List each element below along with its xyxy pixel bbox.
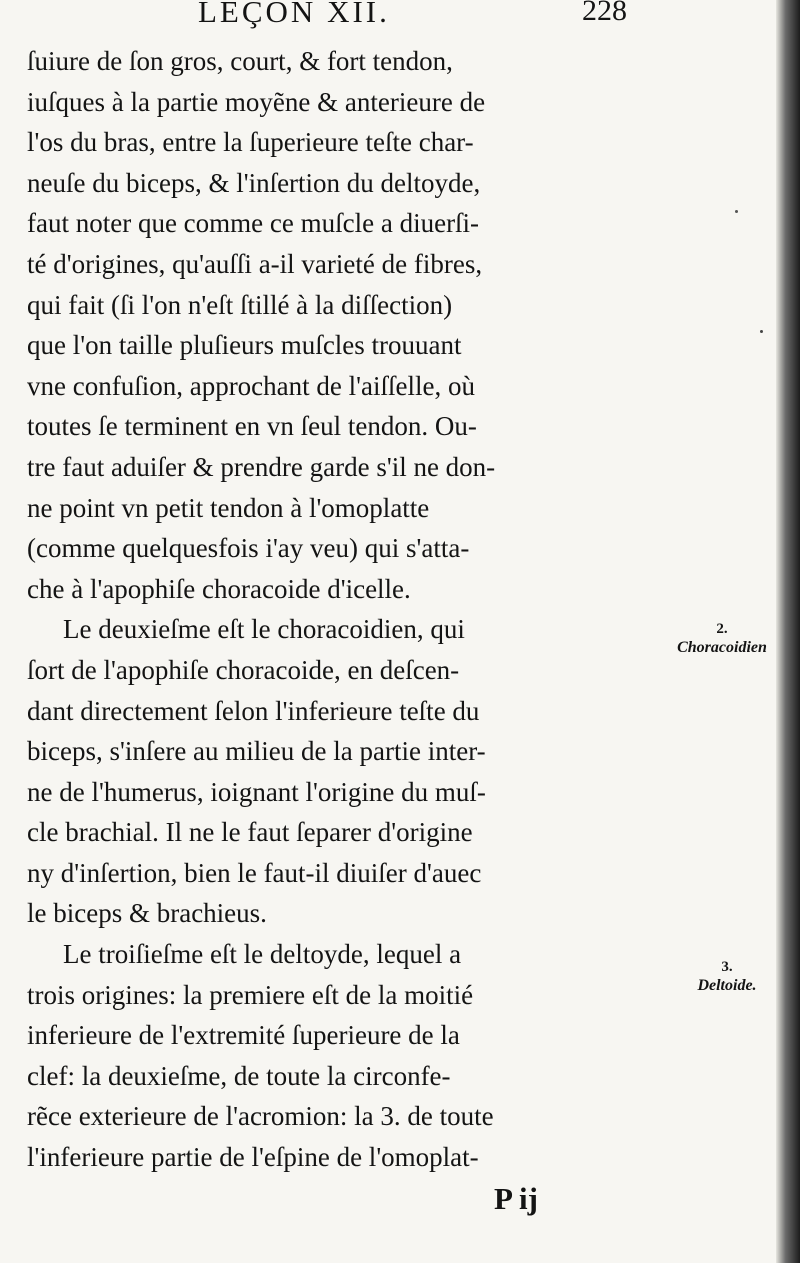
text-line: cle brachial. Il ne le faut ſeparer d'origine — [27, 817, 473, 848]
text-line: le biceps & brachieus. — [27, 898, 267, 929]
text-line: tre faut aduiſer & prendre garde s'il ne don- — [27, 451, 496, 482]
text-line: té d'origines, qu'auſſi a-il varieté de fibres, — [27, 248, 483, 279]
body-text — [27, 41, 657, 1178]
text-line: che à l'apophiſe choracoide d'icelle. — [27, 573, 411, 604]
text-line: ſuiure de ſon gros, court, & fort tendon, — [27, 46, 453, 76]
text-line: clef: la deuxieſme, de toute la circonfe- — [27, 1060, 451, 1091]
paragraph-start-line: Le deuxieſme eſt le choracoidien, qui — [63, 614, 465, 645]
margin-note-number: 2. — [716, 621, 728, 637]
margin-note-deltoide — [682, 958, 772, 996]
text-line: l'inferieure partie de l'eſpine de l'omoplat- — [27, 1142, 479, 1173]
page-header — [0, 0, 800, 28]
text-line: toutes ſe terminent en vn ſeul tendon. Ou- — [27, 411, 477, 442]
running-title: LEÇON XII. — [198, 0, 390, 29]
text-line: ny d'inſertion, bien le faut-il diuiſer d'auec — [27, 857, 482, 888]
text-line: ne point vn petit tendon à l'omoplatte — [27, 492, 430, 523]
margin-note-choracoidien — [660, 620, 784, 658]
text-line: inferieure de l'extremité ſuperieure de la — [27, 1020, 460, 1051]
margin-note-label: Deltoide. — [697, 977, 757, 994]
text-line: vne confuſion, approchant de l'aiſſelle, où — [27, 370, 475, 401]
text-line: ſort de l'apophiſe choracoide, en deſcen- — [27, 654, 460, 685]
text-line: iuſques à la partie moyẽne & anterieure de — [27, 86, 486, 117]
text-line: (comme quelquesfois i'ay veu) qui s'atta- — [27, 533, 470, 564]
margin-note-number: 3. — [721, 959, 733, 975]
page-number: 228 — [582, 0, 627, 27]
margin-note-label: Choracoidien — [677, 639, 767, 656]
signature-mark: P ij — [494, 1181, 538, 1216]
text-line: faut noter que comme ce muſcle a diuerſi- — [27, 208, 480, 239]
text-line: trois origines: la premiere eſt de la moitié — [27, 979, 474, 1010]
ink-speck — [735, 210, 738, 213]
ink-speck — [760, 330, 763, 333]
text-line: que l'on taille pluſieurs muſcles trouuant — [27, 330, 462, 361]
text-line: biceps, s'inſere au milieu de la partie inter- — [27, 736, 486, 767]
paragraph-start-line: Le troiſieſme eſt le deltoyde, lequel a — [63, 939, 462, 970]
text-line: l'os du bras, entre la ſuperieure teſte char- — [27, 127, 474, 158]
text-line: ne de l'humerus, ioignant l'origine du muſ- — [27, 776, 486, 807]
text-line: neuſe du biceps, & l'inſertion du deltoyde, — [27, 167, 481, 198]
text-line: dant directement ſelon l'inferieure teſte du — [27, 695, 480, 726]
text-line: rẽce exterieure de l'acromion: la 3. de toute — [27, 1101, 494, 1132]
text-line: qui fait (ſi l'on n'eſt ſtillé à la diſſection) — [27, 289, 453, 320]
